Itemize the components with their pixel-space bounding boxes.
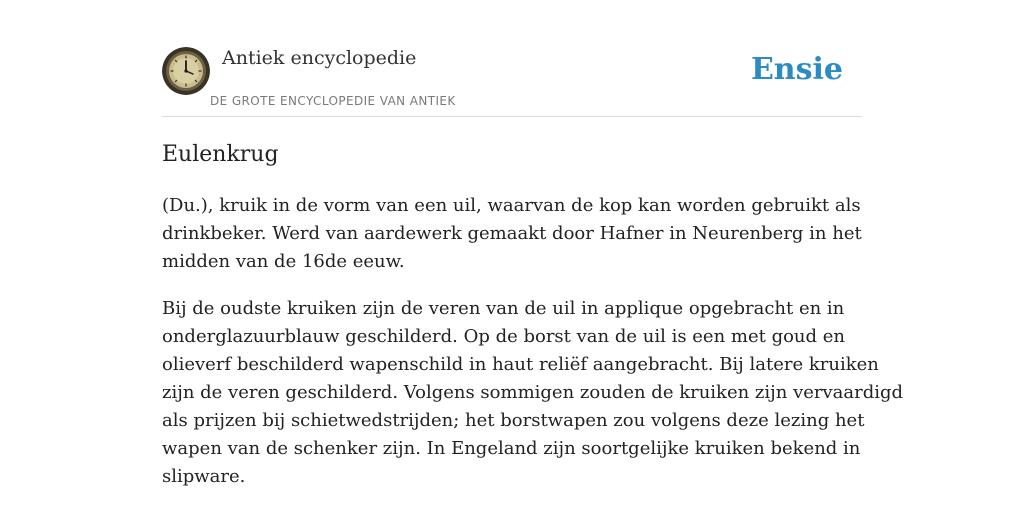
site-title[interactable]: Antiek encyclopedie: [222, 47, 417, 69]
paragraph-line: onderglazuurblauw geschilderd. Op de borst van de uil is een met goud en: [162, 326, 846, 347]
paragraph-line: zijn de veren geschilderd. Volgens sommigen zouden de kruiken zijn vervaardigd: [162, 382, 904, 403]
paragraph-line: midden van de 16de eeuw.: [162, 251, 405, 272]
paragraph-line: als prijzen bij schietwedstrijden; het borstwapen zou volgens deze lezing het: [162, 410, 865, 431]
article-body: [162, 192, 904, 510]
site-subtitle: DE GROTE ENCYCLOPEDIE VAN ANTIEK: [210, 94, 456, 108]
paragraph-line: wapen van de schenker zijn. In Engeland zijn soortgelijke kruiken bekend in: [162, 438, 861, 459]
article-paragraph: [162, 295, 904, 491]
clock-icon[interactable]: [162, 47, 210, 95]
article-title: Eulenkrug: [162, 142, 279, 167]
paragraph-line: olieverf beschilderd wapenschild in haut reliëf aangebracht. Bij latere kruiken: [162, 354, 879, 375]
paragraph-line: drinkbeker. Werd van aardewerk gemaakt door Hafner in Neurenberg in het: [162, 223, 862, 244]
site-header: [162, 0, 862, 117]
paragraph-line: (Du.), kruik in de vorm van een uil, waarvan de kop kan worden gebruikt als: [162, 195, 861, 216]
page: [162, 0, 904, 512]
paragraph-line: Bij de oudste kruiken zijn de veren van de uil in applique opgebracht en in: [162, 298, 845, 319]
article-paragraph: [162, 192, 862, 276]
paragraph-line: slipware.: [162, 466, 246, 487]
brand-logo-link[interactable]: Ensie: [750, 52, 843, 87]
